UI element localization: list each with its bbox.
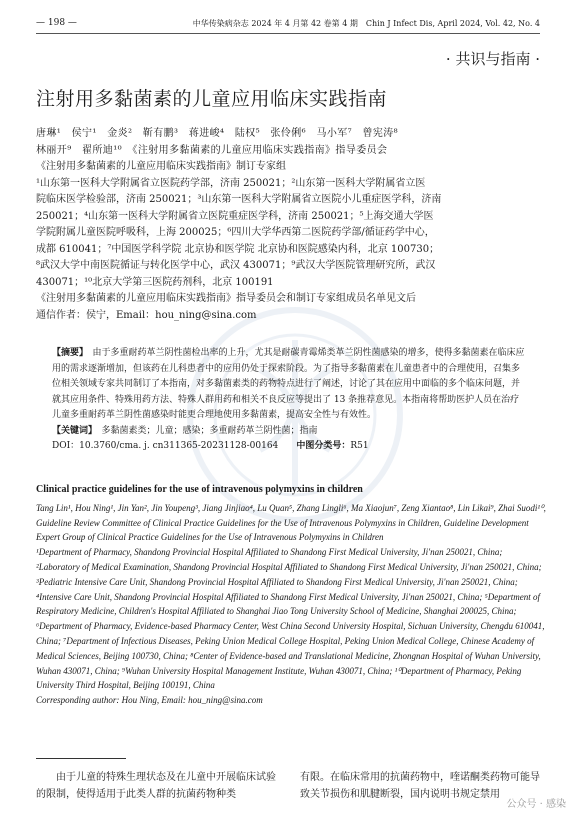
doi-line [52,439,528,455]
cn-authors-line-1: 唐琳¹ 侯宁¹ 金炎² 靳有鹏³ 蒋进峻⁴ 陆权⁵ 张伶俐⁶ 马小军⁷ 曾宪涛⁸ [36,128,399,139]
english-block [36,483,546,708]
cn-affiliation-line: ⁸武汉大学中南医院循证与转化医学中心，武汉 430071；⁹武汉大学医院管理研究所，武汉 [36,260,436,271]
english-affiliations: ¹Department of Pharmacy, Shandong Provincial Hospital Affiliated to Shandong First Medical University, Ji'nan 250021, China; ²Laboratory of Medical Examination, Shandong Provincial Hospital Affiliated to Shandong First Medical University, Ji'nan 250021, China; ³Pediatric Intensive Care Unit, Shandong Provincial Hospital Affiliated to Shandong First Medical University, Ji'nan 250021, China; ⁴Intensive Care Unit, Shandong Provincial Hospital Affiliated to Shandong First Medical University, Ji'nan 250021, China; ⁵Department of Respiratory Medicine, Children's Hospital Affiliated to Shanghai Jiao Tong University School of Medicine, Shanghai 200025, China; ⁶Department of Pharmacy, Evidence-based Pharmacy Center, West China Second University Hospital, Sichuan University, Chengdu 610041, China; ⁷Department of Infectious Diseases, Peking Union Medical College Hospital, Peking Union Medical College, Chinese Academy of Medical Sciences, Beijing 100730, China; ⁸Center of Evidence-based and Translational Medicine, Zhongnan Hospital of Wuhan University, Wuhan 430071, China; ⁹Wuhan University Hospital Management Institute, Wuhan 430071, China; ¹⁰Department of Pharmacy, Peking University Third Hospital, Beijing 100191, China [36,547,545,691]
chinese-abstract [52,346,528,455]
header-rule [36,33,540,34]
keywords-paragraph [52,424,528,440]
chinese-author-block [36,126,546,324]
english-authors: Tang Lin¹, Hou Ning¹, Jin Yan², Jin Youpeng³, Jiang Jinjiao⁴, Lu Quan⁵, Zhang Lingli⁶, Ma Xiaojun⁷, Zeng Xiantao⁸, Lin Likai⁹, Zhai Suodi¹⁰, Guideline Review Committee of Clinical Practice Guidelines for the Use of Intravenous Polymyxins in Children, Guideline Development Expert Group of Clinical Practice Guidelines for the Use of Intravenous Polymyxins in Children [36,502,546,543]
cn-affiliation-line: ¹山东第一医科大学附属省立医院药学部，济南 250021；²山东第一医科大学附属省立医 [36,177,426,189]
cn-corresponding-author: 通信作者：侯宁，Email：hou_ning@sina.com [36,309,257,321]
cn-affiliation-line: 430071；¹⁰北京大学第三医院药剂科，北京 100191 [36,276,274,288]
cn-affiliation-line: 250021；⁴山东第一医科大学附属省立医院重症医学科，济南 250021；⁵上海交通大学医 [36,210,434,222]
cn-authors-line-2: 林丽开⁹ 翟所迪¹⁰ 《注射用多黏菌素的儿童应用临床实践指南》指导委员会 [36,144,388,156]
article-title: 注射用多黏菌素的儿童应用临床实践指南 [36,88,388,110]
abstract-paragraph [52,346,528,424]
watermark-caption: 公众号 · 感染 [506,799,566,810]
keywords-text: 多黏菌素类；儿童；感染；多重耐药革兰阴性菌；指南 [92,425,318,436]
cn-expert-group: 《注射用多黏菌素的儿童应用临床实践指南》制订专家组 [36,161,286,172]
running-head: 中华传染病杂志 2024 年 4 月第 42 卷第 4 期 Chin J Infect Dis, April 2024, Vol. 42, No. 4 [192,19,540,28]
cn-affiliation-line: 学院附属儿童医院呼吸科，上海 200025；⁶四川大学华西第二医院药学部/循证药学中心， [36,227,435,238]
footnote-rule [36,758,126,759]
clc-value: R51 [350,441,369,451]
english-title: Clinical practice guidelines for the use of intravenous polymyxins in children [36,484,363,495]
english-corresponding: Corresponding author: Hou Ning, Email: hou_ning@sina.com [36,695,263,706]
body-text-right: 有限。在临床常用的抗菌药物中，喹诺酮类药物可能导致关节损伤和肌腱断裂，国内说明书规定禁用 [300,772,540,800]
doi-text: DOI：10.3760/cma. j. cn311365-20231128-00164 [52,441,279,451]
clc-label: 中图分类号： [296,441,351,451]
abstract-label: 【摘要】 [52,348,84,358]
cn-member-list-note: 《注射用多黏菌素的儿童应用临床实践指南》指导委员会和制订专家组成员名单见文后 [36,293,416,304]
body-text-left: 由于儿童的特殊生理状态及在儿童中开展临床试验的限制，使得适用于此类人群的抗菌药物种类 [36,772,276,800]
column-tag: · 共识与指南 · [445,50,540,68]
abstract-text: 由于多重耐药革兰阴性菌检出率的上升，尤其是耐碳青霉烯类革兰阴性菌感染的增多，使得多黏菌素在临床应用的需求逐渐增加，但该药在儿科患者中的应用仍处于探索阶段。为了指导多黏菌素在儿童患者中的合理使用，召集多位相关领域专家共同制订了本指南，对多黏菌素类的药物特点进行了阐述，讨论了其在应用中面临的多个临床问题，并就其应用条件、特殊用药方法、特殊人群用药和相关不良反应等提出了 13 条推荐意见。本指南将帮助医护人员在治疗儿童多重耐药革兰阴性菌感染时能更合理地使用多黏菌素，提高安全性与有效性。 [52,348,525,420]
keywords-label: 【关键词】 [52,425,93,436]
cn-affiliation-line: 院临床医学检验部，济南 250021；³山东第一医科大学附属省立医院小儿重症医学科，济南 [36,194,442,205]
cn-affiliation-line: 成都 610041；⁷中国医学科学院 北京协和医学院 北京协和医院感染内科，北京 100730； [36,243,440,255]
body-column-left [36,770,281,803]
page-number: — 198 — [36,18,77,28]
